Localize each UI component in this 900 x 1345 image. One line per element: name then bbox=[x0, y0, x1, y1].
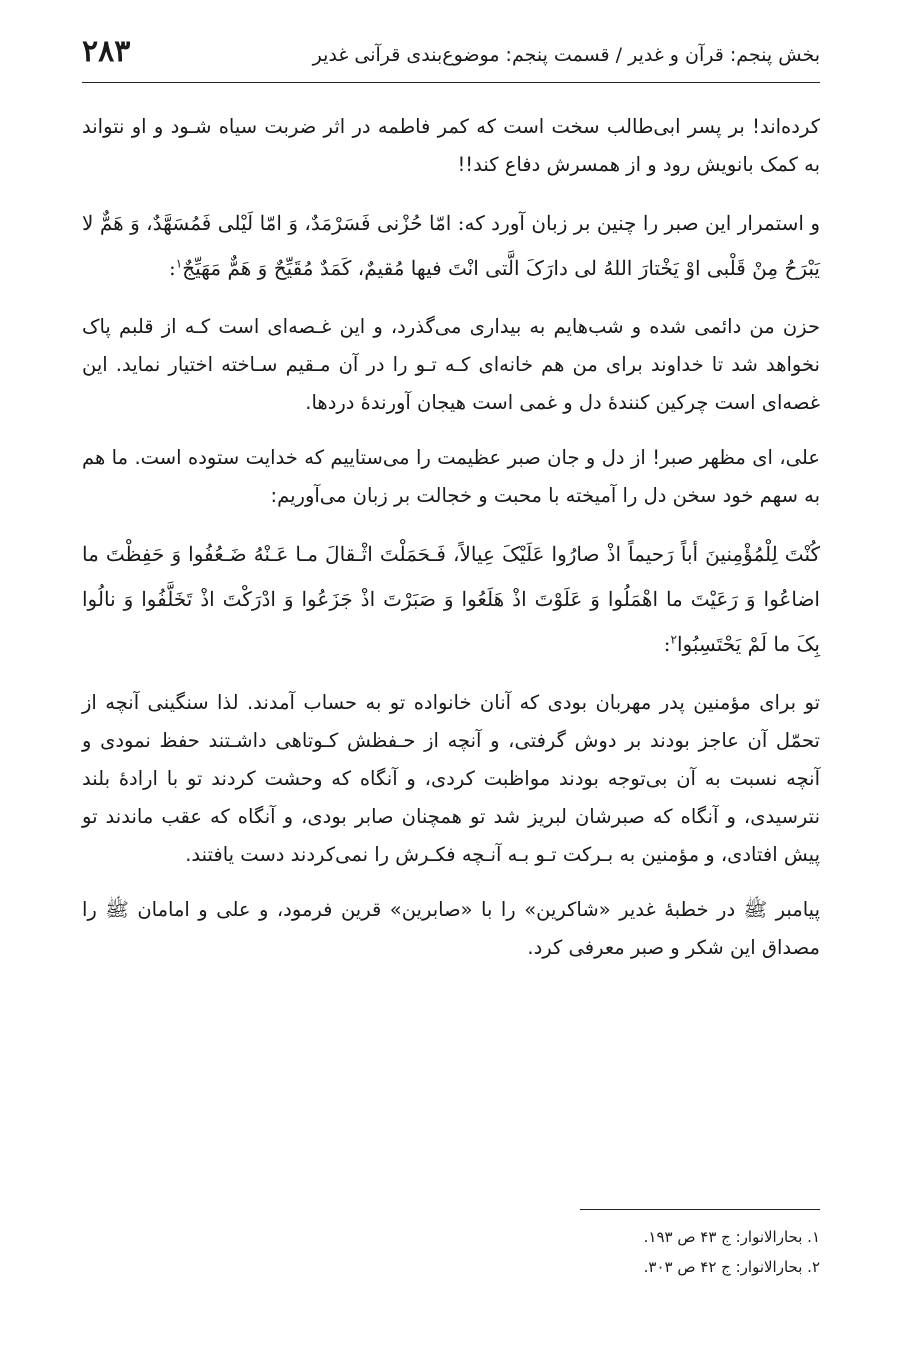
footnote-marker: ۱ bbox=[175, 256, 183, 271]
footnotes bbox=[82, 1222, 820, 1282]
paragraph: تو برای مؤمنین پدر مهربان بودی که آنان خانواده تو به حساب آمدند. لذا سنگینی آنچه از تحمّل آن عاجز بودند بر دوش گرفتی، و آنچه از حـفظش کـوتاهی داشـتند حفظ نمودی و آنچه نسبت به آن بی‌توجه بودند مواظبت کردی، و آنگاه که وحشت کردند تو با ارادهٔ بلند نترسیدی، و آنگاه که صبرشان لبریز شد تو همچنان صابر بودی، و آنگاه که عقب ماندند تو پیش افتادی، و مؤمنین به بـرکت تـو بـه آنـچه فکـرش را نمی‌کردند دست یافتند. bbox=[82, 691, 820, 866]
paragraph: حزن من دائمی شده و شب‌هایم به بیداری می‌گذرد، و این غـصه‌ای است کـه از قلبم پاک نخواهد شد تا خداوند برای من هم خانه‌ای کـه تـو را در آن مـقیم سـاخته اختیار نماید. این غصه‌ای است چرکین کنندهٔ دل و غمی است هیجان آورندهٔ دردها. bbox=[82, 315, 820, 414]
arabic-quote-paragraph bbox=[82, 201, 820, 291]
arabic-quote-paragraph bbox=[82, 532, 820, 667]
page-header bbox=[82, 34, 820, 83]
footnote-divider bbox=[580, 1209, 820, 1210]
footnote-marker: ۲ bbox=[670, 632, 677, 647]
arabic-quote-text: و استمرار این صبر را چنین بر زبان آورد که: امّا حُزْنی فَسَرْمَدٌ، وَ امّا لَیْلی فَمُسَهَّدٌ، وَ هَمٌّ لا یَبْرَحُ مِنْ قَلْبی اوْ یَخْتارَ اللهُ لی دارَکَ الَّتی انْتَ فیها مُقیمٌ، کَمَدٌ مُقَیِّحٌ وَ هَمٌّ مَهَیِّجٌ bbox=[82, 211, 820, 280]
running-head: بخش پنجم: قرآن و غدیر / قسمت پنجم: موضوع‌بندی قرآنی غدیر bbox=[312, 44, 820, 66]
footnote: ۲. بحارالانوار: ج ۴۲ ص ۳۰۳. bbox=[643, 1258, 820, 1276]
paragraph: پیامبر ﷺ در خطبهٔ غدیر «شاکرین» را با «صابرین» قرین فرمود، و علی و امامان ﷺ را مصداق این شکر و صبر معرفی کرد. bbox=[82, 898, 820, 959]
punctuation: : bbox=[169, 256, 176, 280]
page-number: ۲۸۳ bbox=[82, 34, 131, 69]
punctuation: : bbox=[663, 632, 671, 656]
paragraph: کرده‌اند! بر پسر ابی‌طالب سخت است که کمر فاطمه در اثر ضربت سیاه شـود و او نتواند به کمک بانویش رود و از همسرش دفاع کند!! bbox=[82, 115, 820, 176]
body-text bbox=[82, 108, 820, 984]
paragraph: علی، ای مظهر صبر! از دل و جان صبر عظیمت را می‌ستاییم که خدایت ستوده است. ما هم به سهم خود سخن دل را آمیخته با محبت و خجالت بر زبان می‌آوریم: bbox=[82, 446, 820, 507]
arabic-quote-text: کُنْتَ لِلْمُؤْمِنینَ أباً رَحیماً اذْ صارُوا عَلَیْکَ عِیالاً، فَـحَمَلْتَ اثْـقالَ مـا عَـنْهُ ضَـعُفُوا وَ حَفِظْتَ ما اضاعُوا وَ رَعَیْتَ ما اهْمَلُوا وَ عَلَوْتَ اذْ هَلَعُوا وَ صَبَرْتَ اذْ جَزَعُوا وَ ادْرَکْتَ اذْ تَخَلَّفُوا وَ نالُوا بِکَ ما لَمْ یَحْتَسِبُوا bbox=[82, 542, 820, 656]
footnote: ۱. بحارالانوار: ج ۴۳ ص ۱۹۳. bbox=[643, 1228, 820, 1246]
